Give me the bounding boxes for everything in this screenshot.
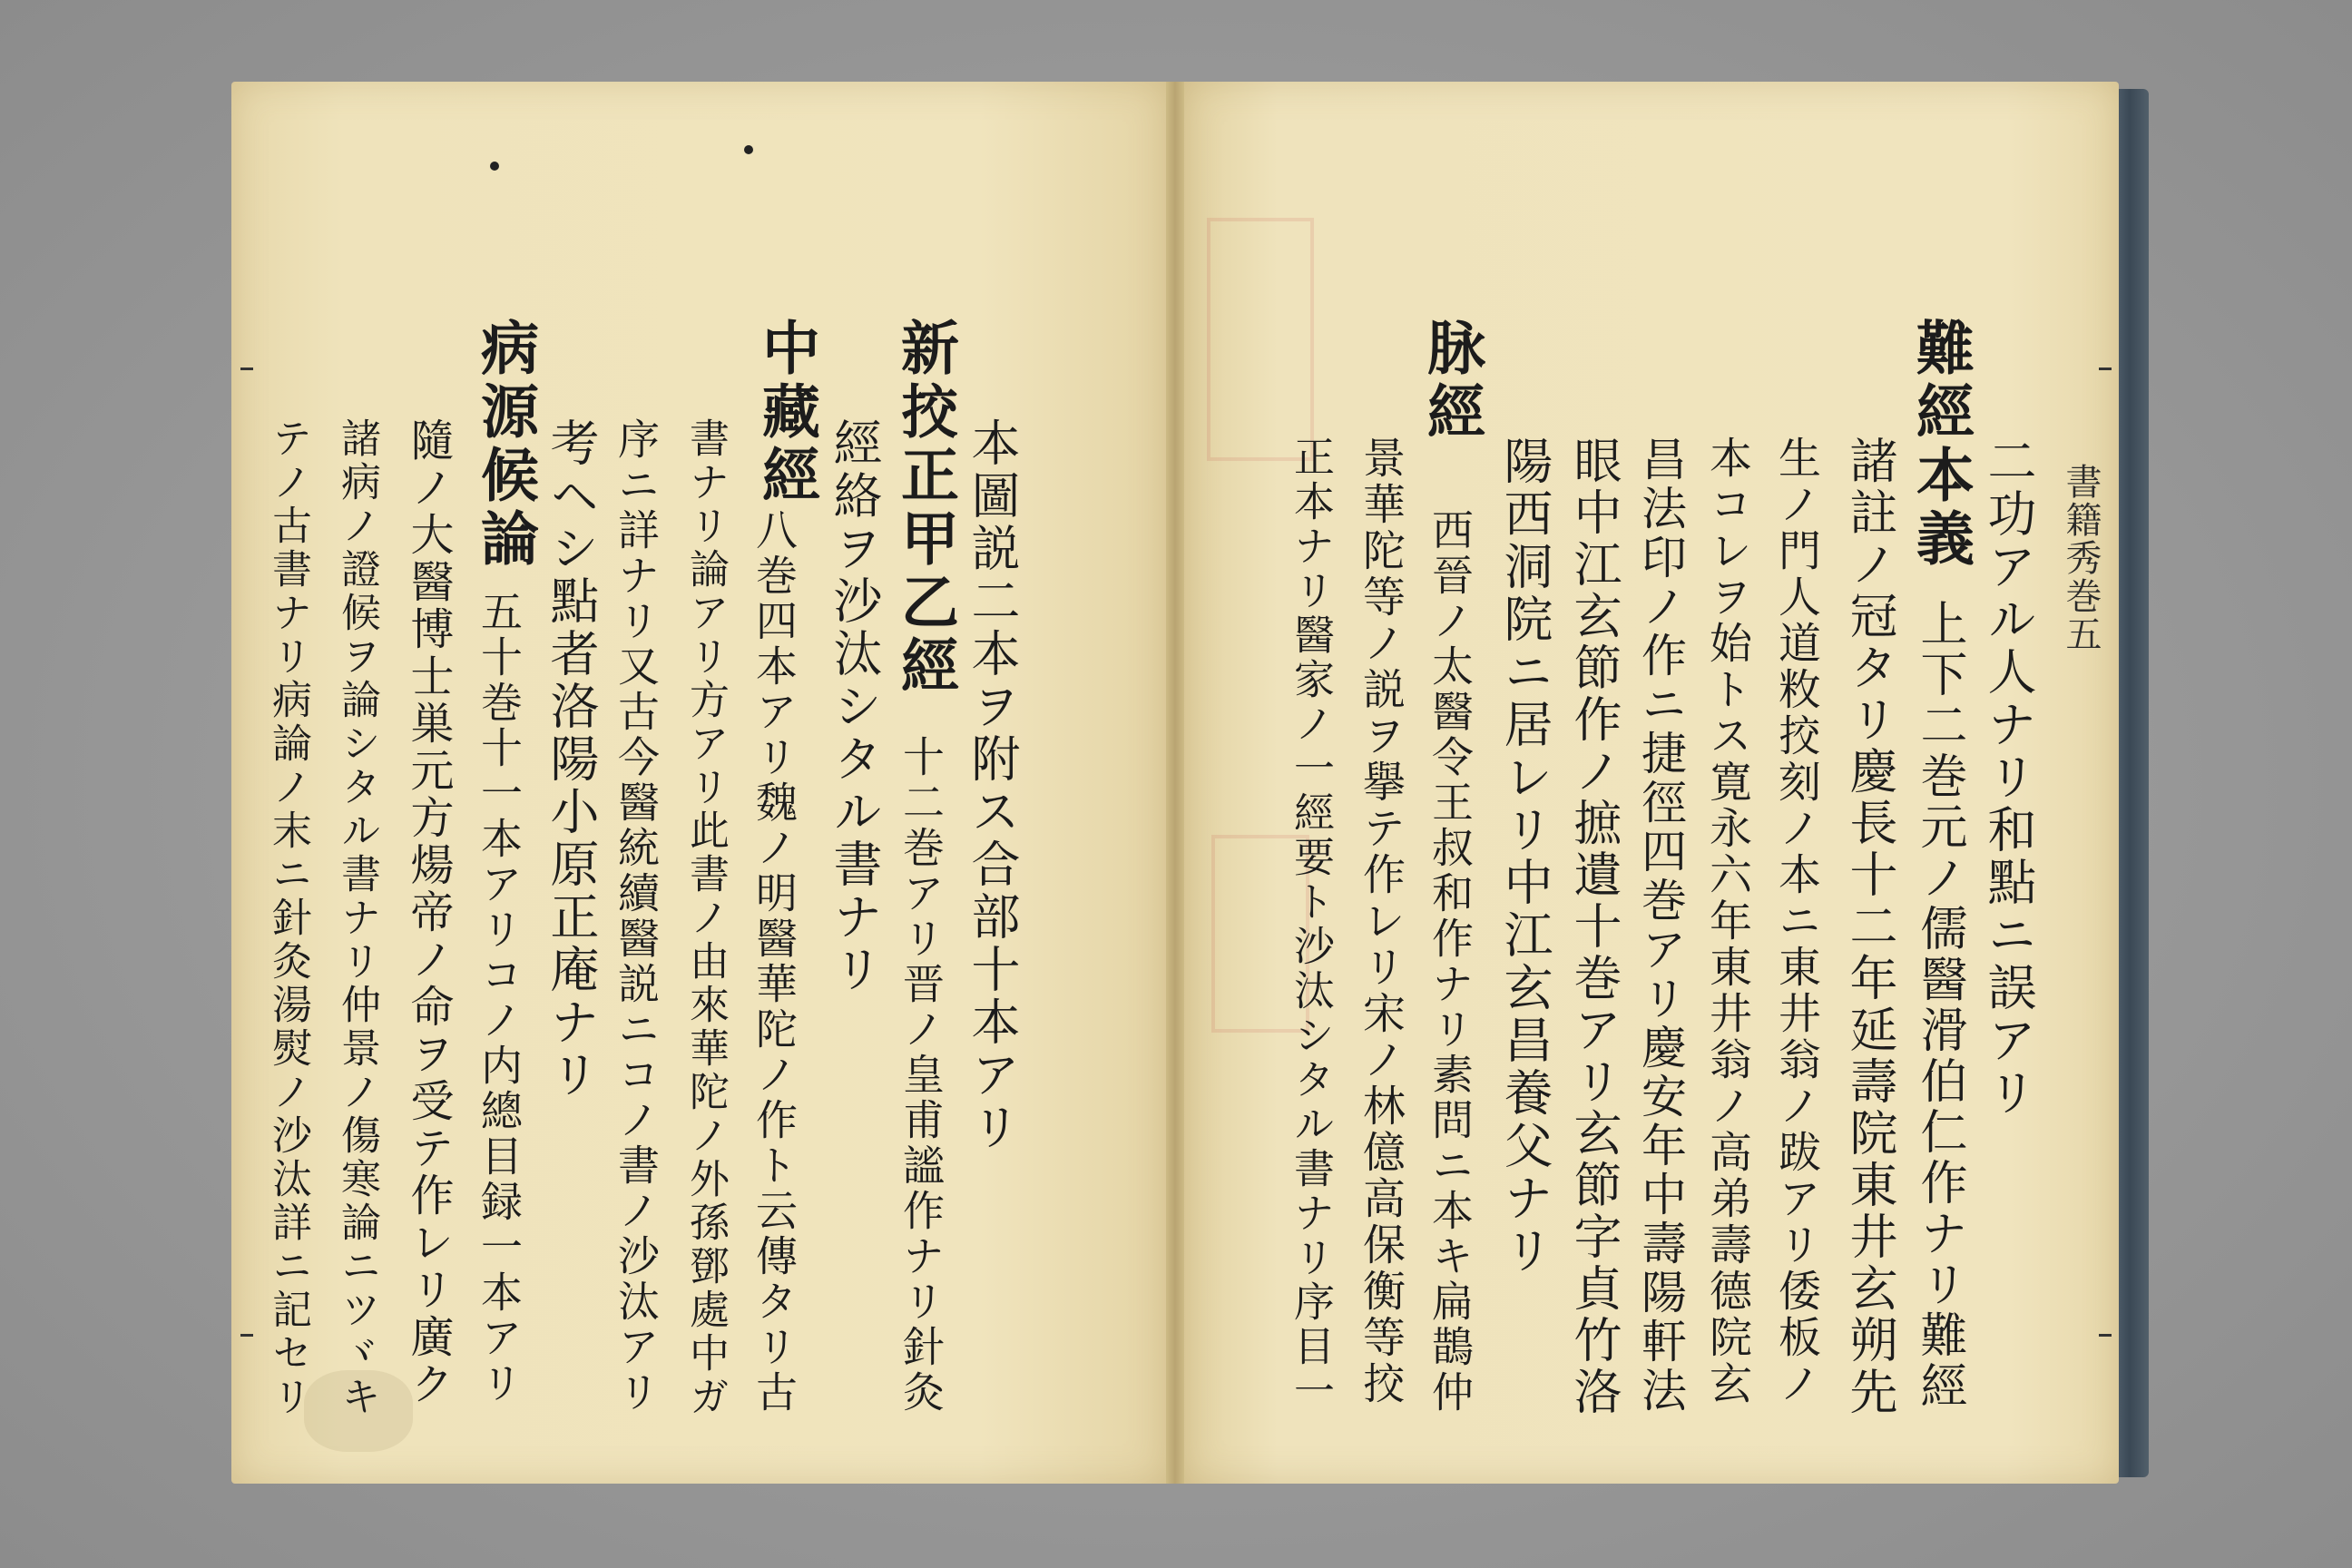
text-column: 西晉ノ太醫令王叔和作ナリ素問ニ本キ扁鵲仲	[1426, 508, 1475, 1416]
text-column: 十二巻アリ晋ノ皇甫謐作ナリ針灸	[897, 735, 946, 1416]
margin-tick	[2099, 1334, 2112, 1337]
text-column: 上下二巻元ノ儒醫滑伯仁作ナリ難經	[1912, 599, 1966, 1412]
section-heading: 中藏經	[752, 318, 820, 508]
text-column: 諸病ノ證候ヲ論シタル書ナリ仲景ノ傷寒論ニツヾキ	[334, 417, 380, 1419]
book-gutter	[1166, 82, 1184, 1484]
text-column: 五十巻十一本アリコノ内總目録一本アリ	[475, 590, 524, 1406]
faint-seal-stamp	[1207, 218, 1314, 461]
section-heading: 難經本義	[1906, 318, 1975, 572]
margin-tick	[240, 1334, 253, 1337]
text-column: 經絡ヲ沙汰シタル書ナリ	[826, 417, 883, 996]
text-column: 景華陀等ノ説ヲ擧テ作レリ宋ノ林億高保衡等挍	[1356, 436, 1406, 1407]
text-column: 二功アル人ナリ和點ニ誤アリ	[1980, 436, 2037, 1120]
section-heading: 病源候論	[471, 318, 539, 572]
book-cover-edge	[2114, 89, 2149, 1477]
margin-tick	[2099, 368, 2112, 370]
registration-mark	[744, 145, 753, 154]
text-column: 正本ナリ醫家ノ一經要ト沙汰シタル書ナリ序目一	[1287, 436, 1335, 1414]
text-column: 生ノ門人道敉挍刻ノ本ニ東井翁ノ跋アリ倭板ノ	[1771, 436, 1821, 1407]
open-book	[231, 82, 2146, 1484]
registration-mark	[490, 162, 499, 171]
section-heading: 新挍正甲乙經	[891, 318, 959, 699]
text-column: 昌法印ノ作ニ捷徑四巻アリ慶安年中壽陽軒法	[1634, 436, 1687, 1416]
show-through-text	[1017, 290, 1084, 352]
text-column: 序ニ詳ナリ又古今醫統續醫説ニコノ書ノ沙汰アリ	[612, 417, 661, 1416]
section-heading: 脉經	[1417, 318, 1485, 445]
text-column: 八巻四本アリ魏ノ明醫華陀ノ作ト云傳タリ古	[750, 508, 799, 1416]
text-column: 陽西洞院ニ居レリ中江玄昌養父ナリ	[1496, 436, 1553, 1278]
text-column: 眼中江玄節作ノ摭遺十巻アリ玄節字貞竹洛	[1566, 436, 1622, 1418]
text-column: 本圖説二本ヲ附ス合部十本アリ	[964, 417, 1021, 1154]
text-column: テノ古書ナリ病論ノ末ニ針灸湯熨ノ沙汰詳ニ記セリ	[265, 417, 311, 1419]
text-column: 書ナリ論アリ方アリ此書ノ由來華陀ノ外孫鄧處中ガ	[682, 417, 729, 1419]
right-page	[1184, 82, 2119, 1484]
text-column: 本コレヲ始トス寛永六年東井翁ノ高弟壽德院玄	[1702, 436, 1752, 1407]
left-page	[231, 82, 1166, 1484]
text-column: 諸註ノ冠タリ慶長十二年延壽院東井玄朔先	[1842, 436, 1897, 1418]
margin-tick	[240, 368, 253, 370]
text-column: 考ヘシ點者洛陽小原正庵ナリ	[543, 417, 600, 1102]
running-title: 書籍秀巻五	[2060, 463, 2102, 653]
text-column: 隨ノ大醫博士巣元方煬帝ノ命ヲ受テ作レリ廣ク	[403, 417, 454, 1408]
